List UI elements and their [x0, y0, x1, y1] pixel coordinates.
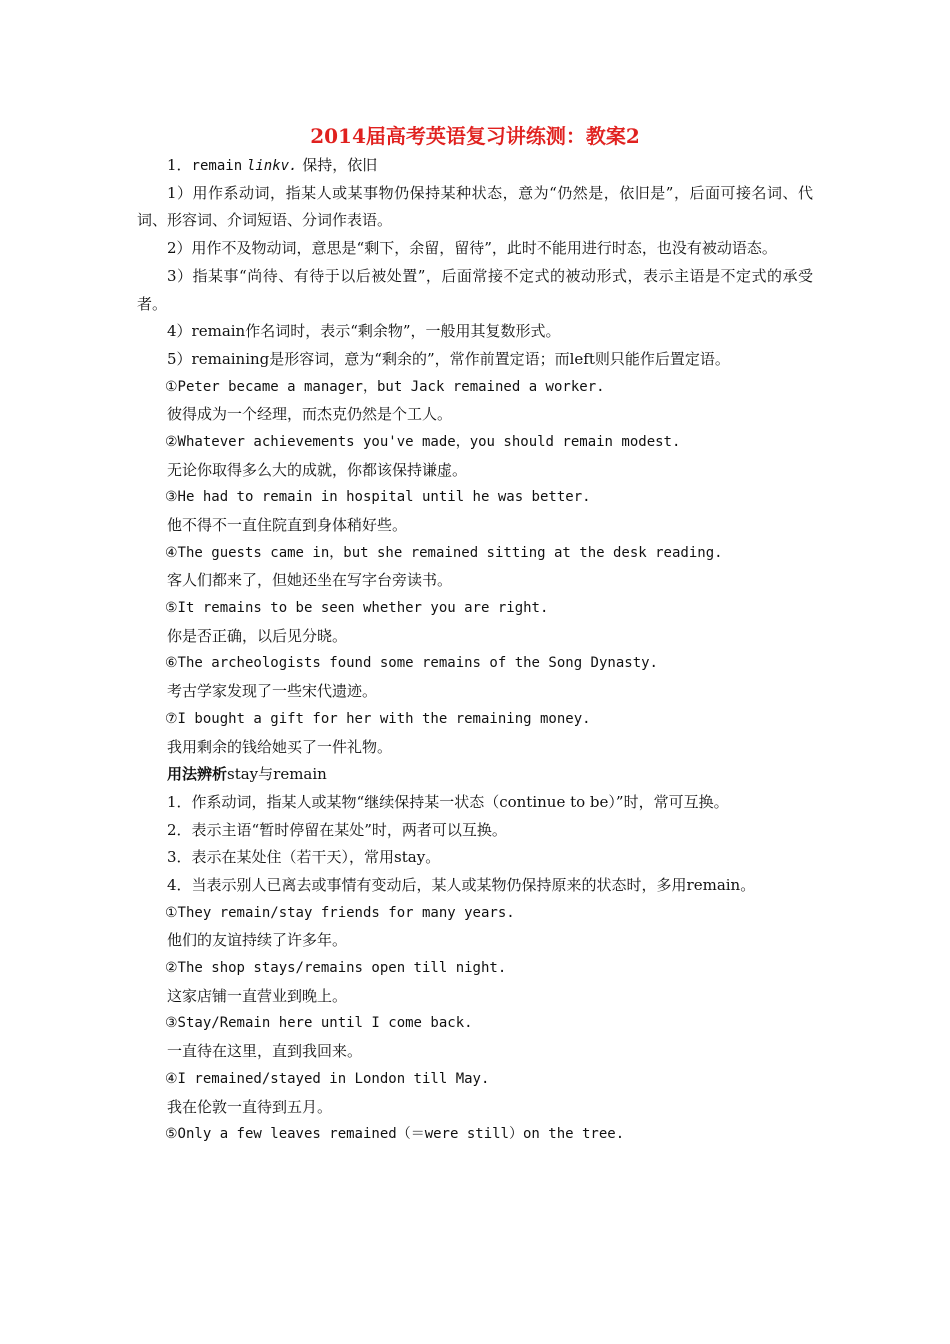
example-zh-4: 客人们都来了，但她还坐在写字台旁读书。 [167, 571, 453, 590]
comparison-example-en-3: ③Stay/Remain here until I come back. [165, 1015, 473, 1032]
example-en-2: ②Whatever achievements you've made，you should remain modest. [165, 433, 681, 450]
comparison-example-en-4: ④I remained/stayed in London till May. [165, 1070, 490, 1087]
example-en-6: ⑥The archeologists found some remains of the Song Dynasty. [165, 655, 658, 672]
comparison-point-4: 4．当表示别人已离去或事情有变动后，某人或某物仍保持原来的状态时，多用remain。 [167, 876, 756, 895]
example-en-5: ⑤It remains to be seen whether you are right. [165, 600, 549, 617]
usage-point-1: 1）用作系动词，指某人或某事物仍保持某种状态，意为“仍然是，依旧是”，后面可接名词、代词、形容词、介词短语、分词作表语。 [137, 183, 813, 230]
example-zh-3: 他不得不一直住院直到身体稍好些。 [167, 516, 408, 535]
comparison-example-en-2: ②The shop stays/remains open till night. [165, 960, 507, 977]
comparison-heading-bold: 用法辨析 [167, 765, 228, 784]
page-title: 2014届高考英语复习讲练测：教案2 [310, 124, 640, 148]
example-zh-2: 无论你取得多么大的成就，你都该保持谦虚。 [167, 460, 468, 479]
comparison-heading [137, 761, 813, 789]
entry-number: 1． [167, 156, 192, 174]
usage-point-2: 2）用作不及物动词，意思是“剩下，余留，留待”，此时不能用进行时态，也没有被动语态。 [167, 239, 777, 258]
example-en-3: ③He had to remain in hospital until he was better. [165, 489, 591, 506]
example-zh-5: 你是否正确，以后见分晓。 [167, 626, 348, 645]
example-en-4: ④The guests came in，but she remained sitting at the desk reading. [165, 544, 723, 561]
example-zh-7: 我用剩余的钱给她买了一件礼物。 [167, 737, 393, 756]
example-zh-6: 考古学家发现了一些宋代遗迹。 [167, 682, 378, 701]
document-page [137, 122, 813, 1149]
comparison-example-en-1: ①They remain/stay friends for many years. [165, 904, 515, 921]
comparison-point-3: 3．表示在某处住（若干天），常用stay。 [167, 848, 441, 867]
usage-point-4: 4）remain作名词时，表示“剩余物”，一般用其复数形式。 [167, 322, 561, 341]
example-en-7: ⑦I bought a gift for her with the remaining money. [165, 710, 591, 727]
example-zh-1: 彼得成为一个经理，而杰克仍然是个工人。 [167, 405, 453, 424]
comparison-point-2: 2．表示主语“暂时停留在某处”时，两者可以互换。 [167, 820, 507, 839]
usage-point-5: 5）remaining是形容词，意为“剩余的”，常作前置定语；而left则只能作后置定语。 [167, 349, 730, 368]
comparison-example-zh-1: 他们的友谊持续了许多年。 [167, 931, 348, 950]
comparison-point-1: 1．作系动词，指某人或某物“继续保持某一状态（continue to be）”时，常可互换。 [167, 792, 729, 811]
entry-heading [137, 152, 813, 180]
comparison-example-zh-2: 这家店铺一直营业到晚上。 [167, 986, 348, 1005]
comparison-example-zh-4: 我在伦敦一直待到五月。 [167, 1097, 333, 1116]
comparison-heading-rest: stay与remain [227, 765, 327, 784]
comparison-example-en-5: ⑤Only a few leaves remained（＝were still）on the tree. [165, 1126, 625, 1143]
entry-pos: linkv. [246, 158, 298, 174]
example-en-1: ①Peter became a manager，but Jack remained a worker. [165, 378, 605, 395]
entry-meaning: 保持，依旧 [302, 156, 378, 174]
usage-point-3: 3）指某事“尚待、有待于以后被处置”，后面常接不定式的被动形式，表示主语是不定式的承受者。 [137, 266, 813, 313]
entry-word: remain [191, 158, 243, 174]
comparison-example-zh-3: 一直待在这里，直到我回来。 [167, 1042, 363, 1061]
